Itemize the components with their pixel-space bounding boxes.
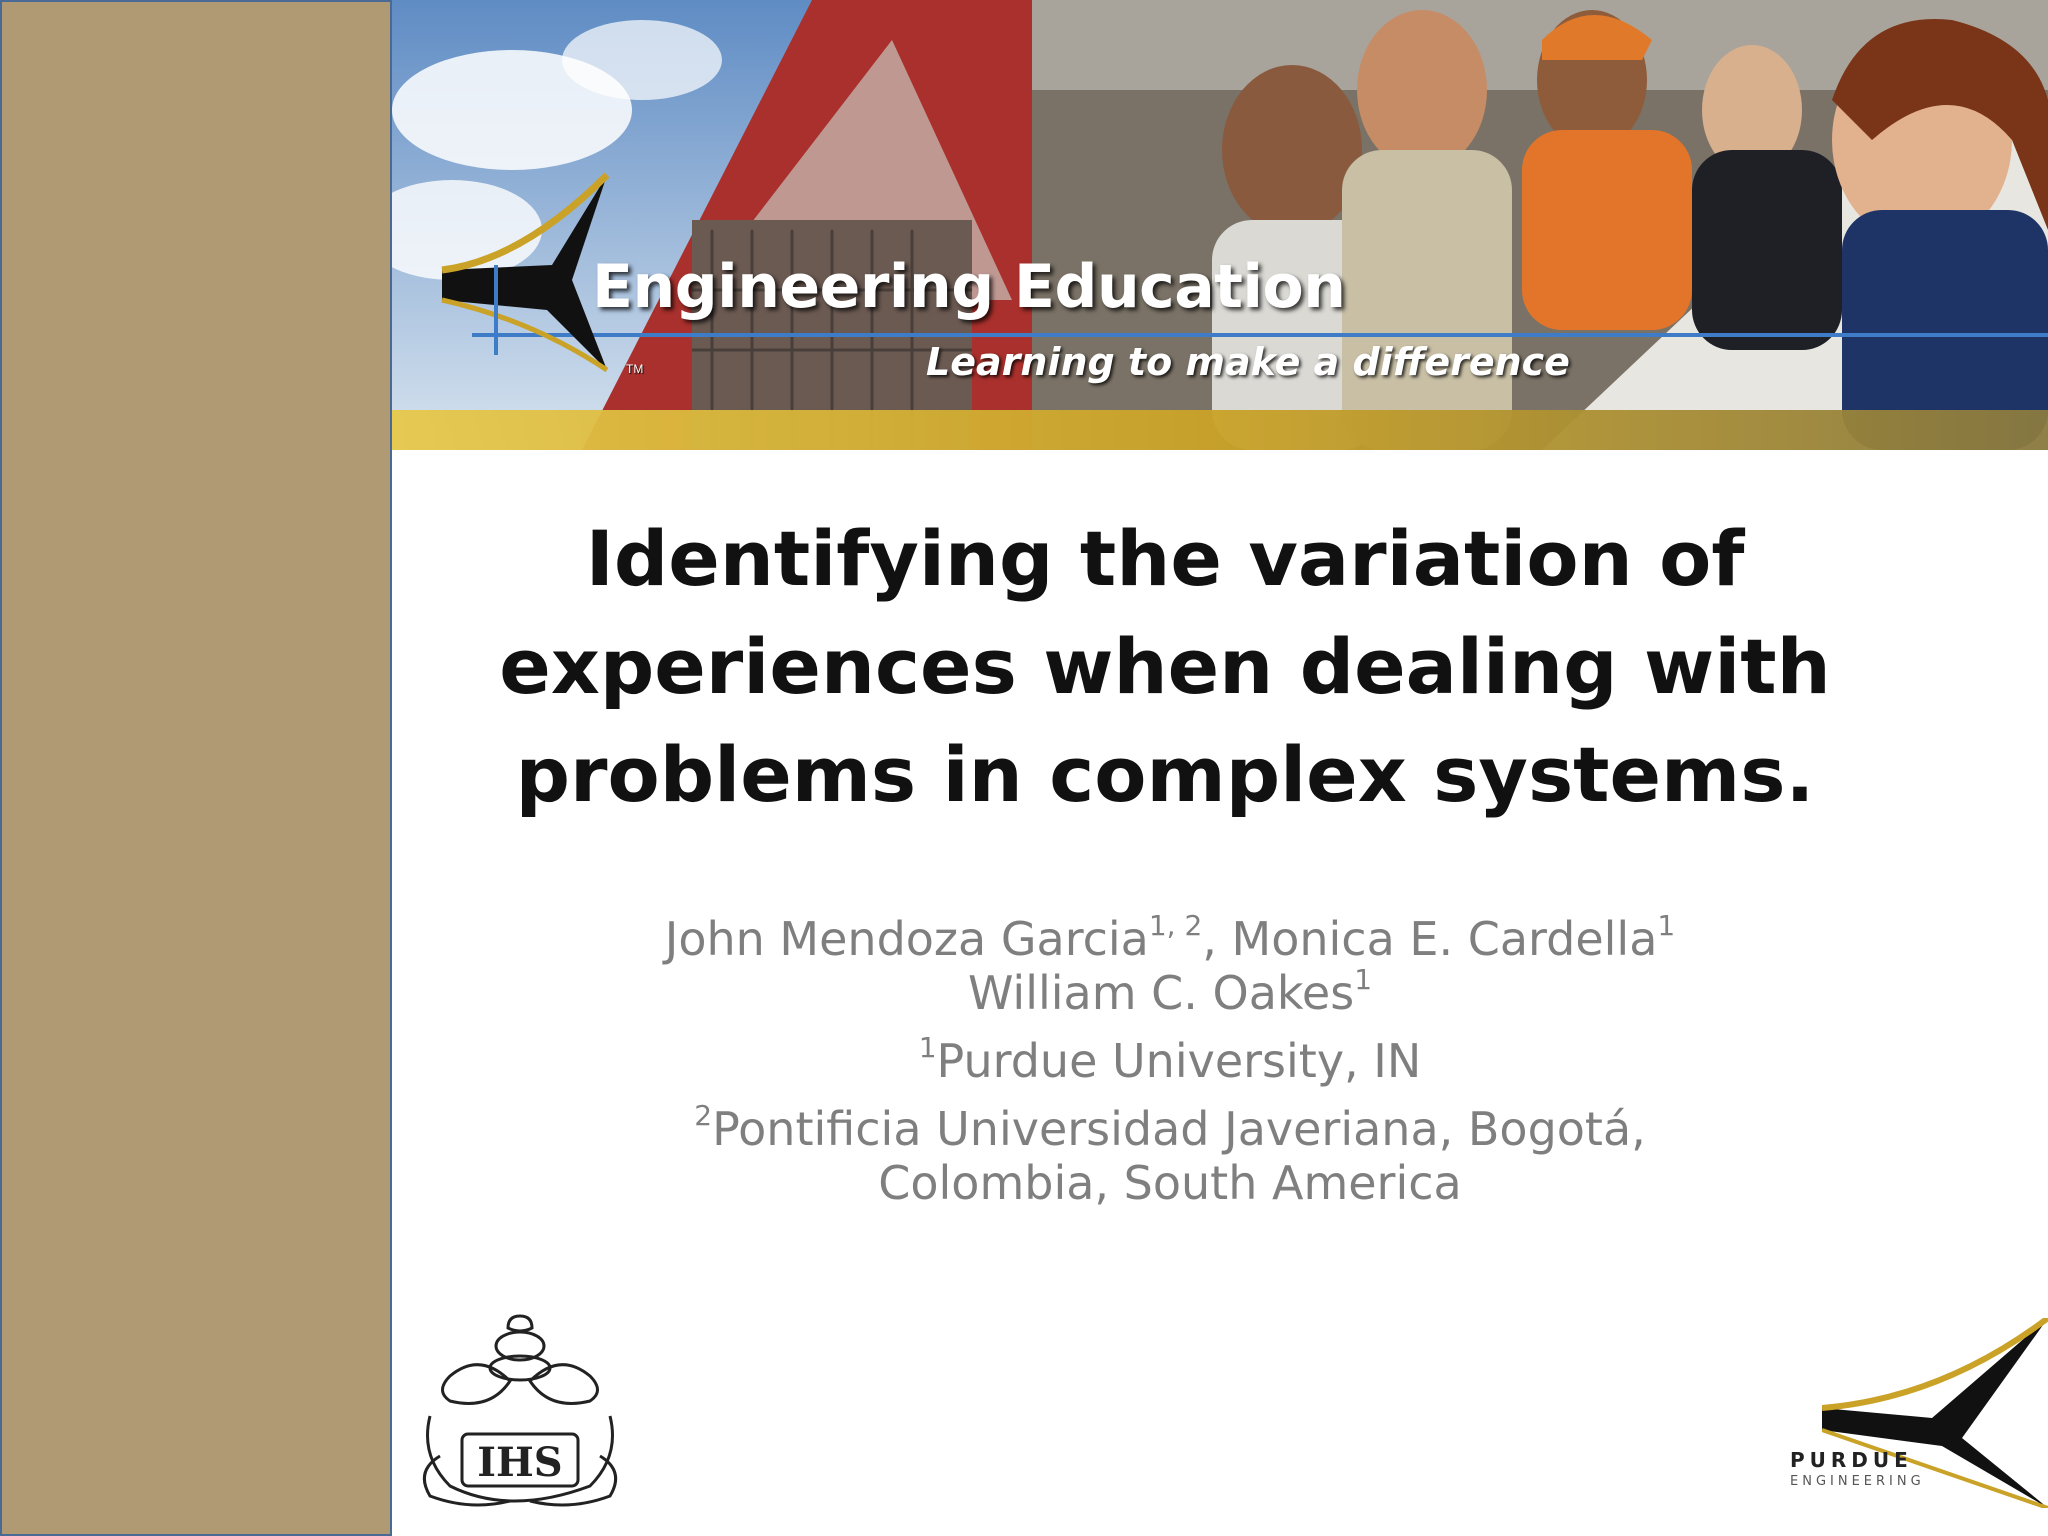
author-name: , Monica E. Cardella <box>1202 912 1658 966</box>
author-superscript: 1, 2 <box>1148 908 1203 942</box>
banner-tagline: Learning to make a difference <box>926 340 1570 384</box>
author-superscript: 1 <box>1354 962 1373 996</box>
banner-title: Engineering Education <box>592 252 1346 322</box>
author-superscript: 1 <box>1657 908 1676 942</box>
javeriana-seal-logo <box>410 1306 630 1516</box>
affiliation-1 <box>560 1030 1780 1088</box>
affiliation-superscript: 1 <box>918 1030 937 1064</box>
authors-line-2 <box>560 962 1780 1020</box>
header-banner <box>392 0 2048 450</box>
presentation-title: Identifying the variation of experiences when dealing with problems in complex systems. <box>499 514 1831 819</box>
author-name: John Mendoza Garcia <box>664 912 1149 966</box>
purdue-wordmark: PURDUE <box>1790 1448 1913 1472</box>
trademark-symbol: TM <box>626 362 644 376</box>
affiliation-2-line-2: Colombia, South America <box>878 1156 1462 1210</box>
seal-letters: IHS <box>477 1439 563 1486</box>
left-sidebar-panel <box>0 0 392 1536</box>
author-name: William C. Oakes <box>967 966 1355 1020</box>
authors-line-1 <box>560 908 1780 966</box>
affiliation-name: Purdue University, IN <box>936 1034 1422 1088</box>
affiliation-2-line-1 <box>560 1098 1780 1156</box>
engineering-education-logo-icon <box>432 170 612 390</box>
engineering-wordmark: ENGINEERING <box>1790 1474 1925 1489</box>
affiliation-name: Pontificia Universidad Javeriana, Bogotá, <box>712 1102 1646 1156</box>
affiliation-superscript: 2 <box>694 1098 713 1132</box>
